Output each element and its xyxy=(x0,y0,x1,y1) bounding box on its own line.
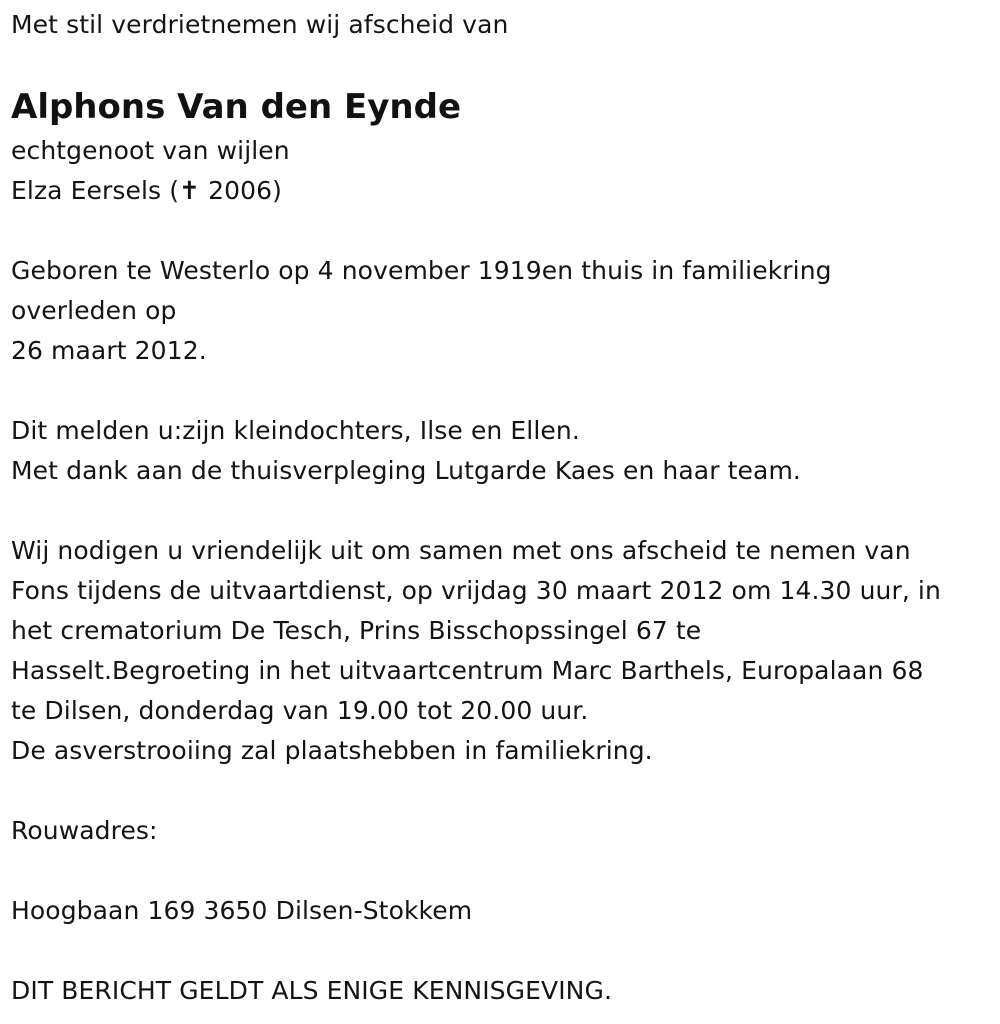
service-text: Fons tijdens de uitvaartdienst, op vrijdag 30 maart 2012 om 14.30 uur, in xyxy=(11,576,941,605)
spacer xyxy=(11,211,996,251)
address-label: Rouwadres: xyxy=(11,816,158,845)
mourning-address: Hoogbaan 169 3650 Dilsen-Stokkem xyxy=(11,896,473,925)
family-text: Dit melden u:zijn kleindochters, Ilse en Ellen. xyxy=(11,416,580,445)
service-text: Wij nodigen u vriendelijk uit om samen met ons afscheid te nemen van xyxy=(11,536,911,565)
thanks-text: Met dank aan de thuisverpleging Lutgarde Kaes en haar team. xyxy=(11,456,801,485)
spacer xyxy=(11,931,996,971)
death-date: 26 maart 2012. xyxy=(11,336,207,365)
closing-statement: DIT BERICHT GELDT ALS ENIGE KENNISGEVING. xyxy=(11,976,612,1005)
spouse-text: echtgenoot van wijlen xyxy=(11,136,290,165)
intro-text: Met stil verdrietnemen wij afscheid van xyxy=(11,10,509,39)
service-text: De asverstrooiing zal plaatshebben in familiekring. xyxy=(11,736,653,765)
service-text: Hasselt.Begroeting in het uitvaartcentrum Marc Barthels, Europalaan 68 xyxy=(11,656,924,685)
birth-text: overleden op xyxy=(11,296,177,325)
spacer xyxy=(11,851,996,891)
spouse-name: Elza Eersels (✝ 2006) xyxy=(11,176,283,205)
spacer xyxy=(11,371,996,411)
birth-text: Geboren te Westerlo op 4 november 1919en thuis in familiekring xyxy=(11,256,832,285)
service-text: het crematorium De Tesch, Prins Bisschopssingel 67 te xyxy=(11,616,702,645)
spacer xyxy=(11,491,996,531)
service-text: te Dilsen, donderdag van 19.00 tot 20.00 uur. xyxy=(11,696,589,725)
deceased-name: Alphons Van den Eynde xyxy=(11,87,462,127)
spacer xyxy=(11,771,996,811)
death-notice xyxy=(11,0,996,1011)
